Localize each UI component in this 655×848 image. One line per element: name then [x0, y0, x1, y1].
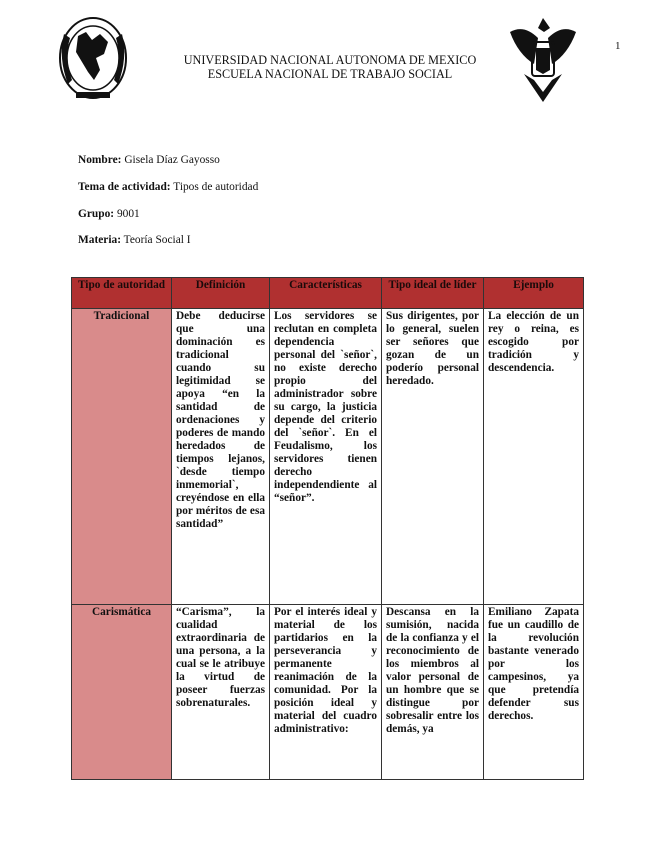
unam-seal-logo: [56, 14, 130, 106]
row-definicion: Debe deducirse que una dominación es tradicional cuando su legitimidad se apoya “en la santidad de ordenaciones y poderes de mando heredados de tiempos lejanos, `desde tiempo inmemorial`, creyéndose en ella por méritos de esa santidad”: [172, 309, 270, 605]
row-type: Tradicional: [72, 309, 172, 605]
header-ejemplo: Ejemplo: [484, 278, 584, 309]
school-title: ESCUELA NACIONAL DE TRABAJO SOCIAL: [207, 67, 453, 81]
row-type: Carismática: [72, 605, 172, 780]
table-row: [72, 605, 584, 780]
meta-materia: [78, 234, 191, 246]
materia-value: Teoría Social I: [123, 234, 191, 246]
header-lider: Tipo ideal de líder: [382, 278, 484, 309]
grupo-label: Grupo:: [78, 208, 115, 220]
authority-types-table: [71, 277, 584, 780]
header-definicion: Definición: [172, 278, 270, 309]
header-titles: [130, 53, 530, 81]
meta-nombre: [78, 154, 220, 166]
nombre-value: Gisela Díaz Gayosso: [124, 154, 220, 166]
row-definicion: “Carisma”, la cualidad extraordinaria de una persona, a la cual se le atribuye la virtud de poseer fuerzas sobrenaturales.: [172, 605, 270, 780]
materia-label: Materia:: [78, 234, 122, 246]
nombre-label: Nombre:: [78, 154, 122, 166]
table-row: [72, 309, 584, 605]
tema-value: Tipos de autoridad: [173, 181, 259, 193]
page-number: 1: [615, 40, 621, 52]
tema-label: Tema de actividad:: [78, 181, 171, 193]
header-caracteristicas: Características: [270, 278, 382, 309]
row-caracteristicas: Los servidores se reclutan en completa dependencia personal del `señor`, no existe derecho propio del administrador sobre su cargo, la justicia depende del criterio del `señor`. En el Feudalismo, los servidores tienen derecho independendiente al “señor”.: [270, 309, 382, 605]
grupo-value: 9001: [116, 208, 140, 220]
row-caracteristicas: Por el interés ideal y material de los partidarios en la perseverancia y permanente reanimación de la comunidad. Por la posición ideal y material del cuadro administrativo:: [270, 605, 382, 780]
row-ejemplo: Emiliano Zapata fue un caudillo de la revolución bastante venerado por los campesinos, ya que pretendía defender sus derechos.: [484, 605, 584, 780]
row-lider: Sus dirigentes, por lo general, suelen ser señores que gozan de un poderío personal heredado.: [382, 309, 484, 605]
row-ejemplo: La elección de un rey o reina, es escogido por tradición y descendencia.: [484, 309, 584, 605]
header-tipo: Tipo de autoridad: [72, 278, 172, 309]
meta-grupo: [78, 208, 140, 220]
university-title: UNIVERSIDAD NACIONAL AUTONOMA DE MEXICO: [183, 53, 477, 67]
meta-tema: [78, 181, 258, 193]
row-lider: Descansa en la sumisión, nacida de la confianza y el reconocimiento de los miembros al valor personal de un hombre que se distingue por sobresalir entre los demás, ya: [382, 605, 484, 780]
table-header-row: [72, 278, 584, 309]
